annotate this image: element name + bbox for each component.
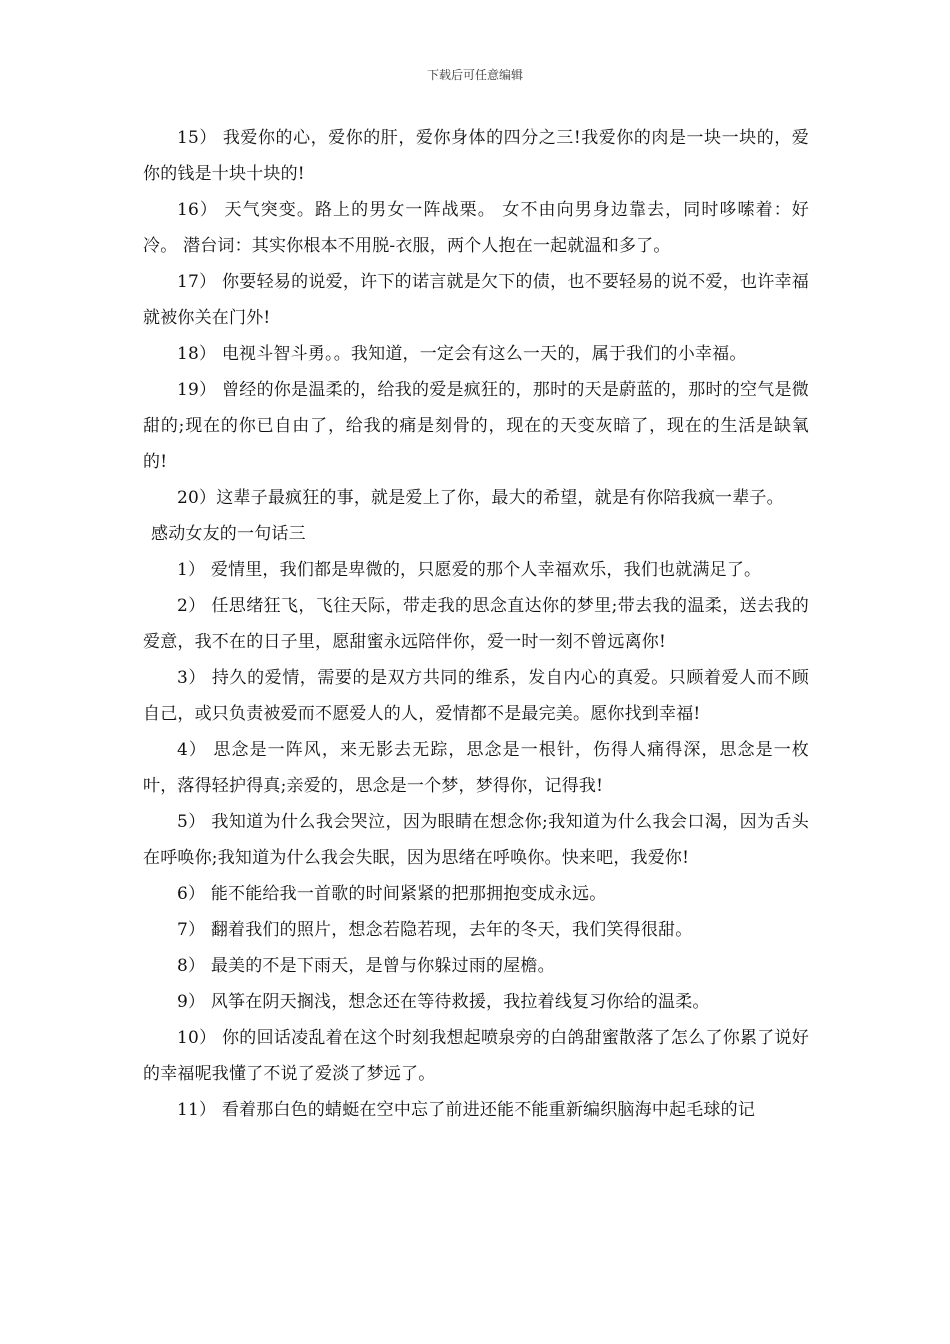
paragraph: 17） 你要轻易的说爱，许下的诺言就是欠下的债，也不要轻易的说不爱，也许幸福就被你关在门外!: [143, 272, 809, 328]
paragraph: 15） 我爱你的心，爱你的肝，爱你身体的四分之三!我爱你的肉是一块一块的，爱你的钱是十块十块的!: [143, 128, 809, 184]
paragraph: 19） 曾经的你是温柔的，给我的爱是疯狂的，那时的天是蔚蓝的，那时的空气是微甜的;现在的你已自由了，给我的痛是刻骨的，现在的天变灰暗了，现在的生活是缺氧的!: [143, 380, 809, 472]
paragraph: 4） 思念是一阵风，来无影去无踪，思念是一根针，伤得人痛得深，思念是一枚叶，落得轻护得真;亲爱的，思念是一个梦，梦得你，记得我!: [143, 740, 809, 796]
paragraph: 3） 持久的爱情，需要的是双方共同的维系，发自内心的真爱。只顾着爱人而不顾自己，或只负责被爱而不愿爱人的人，爱情都不是最完美。愿你找到幸福!: [143, 668, 809, 724]
paragraph: 8） 最美的不是下雨天，是曾与你躲过雨的屋檐。: [177, 956, 555, 976]
paragraph: 18） 电视斗智斗勇。。我知道，一定会有这么一天的，属于我们的小幸福。: [177, 344, 747, 364]
paragraph: 11） 看着那白色的蜻蜓在空中忘了前进还能不能重新编织脑海中起毛球的记: [177, 1100, 756, 1120]
paragraph: 5） 我知道为什么我会哭泣，因为眼睛在想念你;我知道为什么我会口渴，因为舌头在呼唤你;我知道为什么我会失眠，因为思绪在呼唤你。快来吧，我爱你!: [143, 812, 809, 868]
page-header: 下载后可任意编辑: [426, 68, 523, 82]
paragraph: 2） 任思绪狂飞，飞往天际，带走我的思念直达你的梦里;带去我的温柔，送去我的爱意，我不在的日子里，愿甜蜜永远陪伴你，爱一时一刻不曾远离你!: [143, 596, 809, 652]
paragraph: 16） 天气突变。路上的男女一阵战栗。 女不由向男身边靠去，同时哆嗦着：好冷。 潜台词：其实你根本不用脱-衣服，两个人抱在一起就温和多了。: [143, 200, 809, 256]
paragraph: 6） 能不能给我一首歌的时间紧紧的把那拥抱变成永远。: [177, 884, 607, 904]
section-heading: 感动女友的一句话三: [151, 524, 306, 544]
paragraph: 10） 你的回话凌乱着在这个时刻我想起喷泉旁的白鸽甜蜜散落了怎么了你累了说好的幸福呢我懂了不说了爱淡了梦远了。: [143, 1028, 809, 1084]
paragraph: 20）这辈子最疯狂的事，就是爱上了你，最大的希望，就是有你陪我疯一辈子。: [177, 488, 784, 508]
paragraph: 7） 翻着我们的照片，想念若隐若现，去年的冬天，我们笑得很甜。: [177, 920, 693, 940]
document-body: [143, 120, 809, 1128]
paragraph: 1） 爱情里，我们都是卑微的，只愿爱的那个人幸福欢乐，我们也就满足了。: [177, 560, 762, 580]
paragraph: 9） 风筝在阴天搁浅，想念还在等待救援，我拉着线复习你给的温柔。: [177, 992, 710, 1012]
